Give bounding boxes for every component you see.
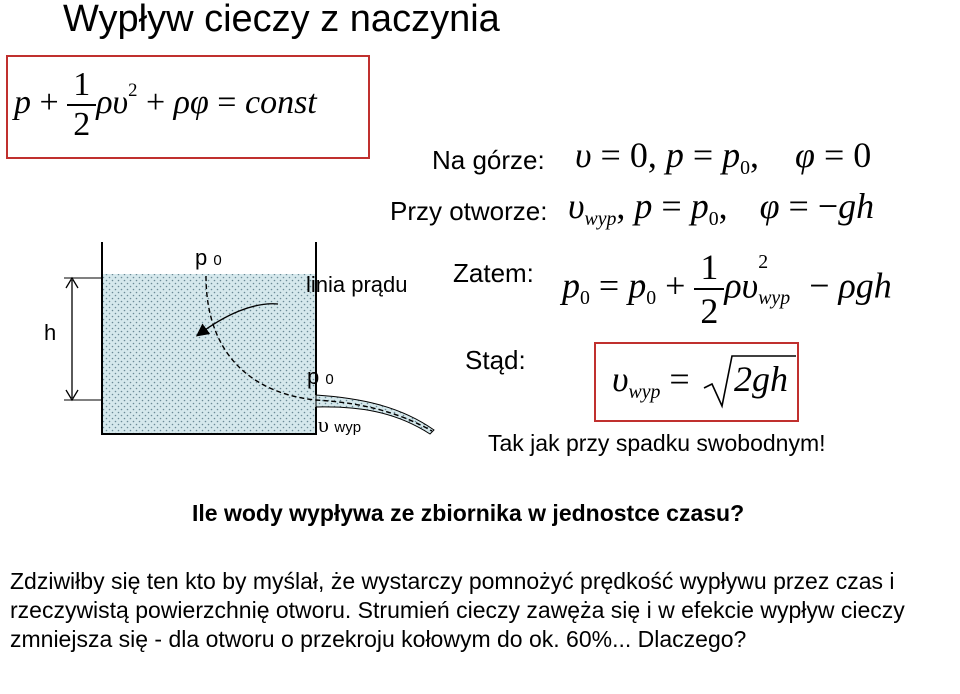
height-label: h bbox=[44, 320, 57, 345]
equation-top bbox=[575, 134, 871, 180]
bernoulli-equation bbox=[14, 66, 317, 144]
explanation-paragraph: Zdziwiłby się ten kto by myślał, że wystarczy pomnożyć prędkość wypływu przez czas i rzeczywistą powierzchnię otworu. Strumień cieczy zawęża się i w efekcie wypływ cieczy zmniejsza się - dla otworu o przekroju kołowym do ok. 60%... Dlaczego? bbox=[10, 568, 905, 652]
gh-term: gh bbox=[838, 186, 875, 226]
pressure-p: p bbox=[307, 364, 320, 389]
rho-v-term: ρυ bbox=[724, 265, 759, 306]
subscript-zero: 0 bbox=[708, 207, 719, 230]
subscript-wyp: wyp bbox=[584, 207, 617, 230]
label-thus: Zatem: bbox=[453, 258, 534, 288]
subscript-wyp: wyp bbox=[628, 380, 661, 403]
eq-part: = 0, bbox=[591, 135, 666, 175]
pressure-symbol: p bbox=[14, 83, 31, 121]
pressure-symbol: p bbox=[562, 265, 580, 306]
const-term: const bbox=[244, 83, 317, 121]
plus-sign: + bbox=[39, 83, 59, 121]
tank-diagram bbox=[30, 240, 450, 445]
subscript-zero: 0 bbox=[580, 287, 590, 310]
eq-part: , bbox=[718, 186, 728, 226]
eq-part: = 0 bbox=[814, 135, 872, 175]
fraction-denominator: 2 bbox=[67, 104, 96, 144]
fraction-numerator: 1 bbox=[73, 66, 91, 103]
rho-gh-term: ρgh bbox=[838, 265, 892, 306]
atmospheric-pressure-top bbox=[195, 245, 222, 271]
rho-phi-term: ρφ bbox=[173, 83, 209, 121]
eq-part: , bbox=[616, 186, 635, 226]
outflow-velocity-label bbox=[318, 412, 361, 438]
equation-hole bbox=[568, 185, 874, 231]
equation-thus bbox=[562, 246, 892, 332]
velocity-symbol: υ bbox=[318, 412, 329, 437]
label-hence: Stąd: bbox=[465, 345, 526, 375]
subscript-wyp: wyp bbox=[758, 287, 791, 310]
eq-part: = bbox=[652, 186, 691, 226]
equals-sign: = bbox=[217, 83, 237, 121]
pressure-symbol: p bbox=[665, 135, 684, 175]
subscript-wyp: wyp bbox=[334, 419, 362, 436]
equation-result bbox=[612, 358, 690, 404]
label-hole: Przy otworze: bbox=[390, 196, 548, 226]
fraction-denominator: 2 bbox=[694, 288, 724, 332]
water-body bbox=[102, 274, 316, 434]
rho-v-term: ρυ bbox=[96, 83, 129, 121]
plus-sign: + bbox=[145, 83, 166, 121]
question-heading: Ile wody wypływa ze zbiornika w jednostce czasu? bbox=[192, 500, 745, 526]
pressure-symbol: p bbox=[628, 265, 647, 306]
label-top: Na górze: bbox=[432, 145, 545, 175]
pressure-symbol: p bbox=[634, 186, 653, 226]
pressure-p: p bbox=[195, 245, 208, 270]
potential-symbol: φ bbox=[795, 135, 815, 175]
slide-title: Wypływ cieczy z naczynia bbox=[63, 0, 500, 40]
square-exponent: 2 bbox=[128, 79, 138, 101]
potential-symbol: φ bbox=[759, 186, 780, 226]
subscript-zero: 0 bbox=[646, 287, 657, 310]
fraction-numerator: 1 bbox=[700, 247, 719, 287]
velocity-symbol: υ bbox=[568, 186, 585, 226]
eq-part: − bbox=[800, 265, 839, 306]
square-exponent: 2 bbox=[758, 251, 769, 274]
eq-part: + bbox=[656, 265, 695, 306]
eq-part: = bbox=[683, 135, 723, 175]
subscript-zero: 0 bbox=[325, 371, 334, 388]
eq-part: = − bbox=[779, 186, 839, 226]
streamline-label: linia prądu bbox=[306, 272, 408, 297]
subscript-zero: 0 bbox=[740, 156, 751, 179]
atmospheric-pressure-side bbox=[307, 364, 334, 390]
half-fraction bbox=[67, 66, 96, 144]
subscript-zero: 0 bbox=[213, 252, 222, 269]
radicand: 2gh bbox=[734, 359, 788, 399]
free-fall-note: Tak jak przy spadku swobodnym! bbox=[488, 430, 826, 456]
eq-part: , bbox=[750, 135, 760, 175]
pressure-symbol: p bbox=[722, 135, 741, 175]
velocity-symbol: υ bbox=[612, 359, 629, 399]
eq-part: = bbox=[660, 359, 690, 399]
pressure-symbol: p bbox=[690, 186, 709, 226]
eq-part: = bbox=[589, 265, 629, 306]
half-fraction bbox=[694, 246, 724, 332]
velocity-symbol: υ bbox=[575, 135, 592, 175]
